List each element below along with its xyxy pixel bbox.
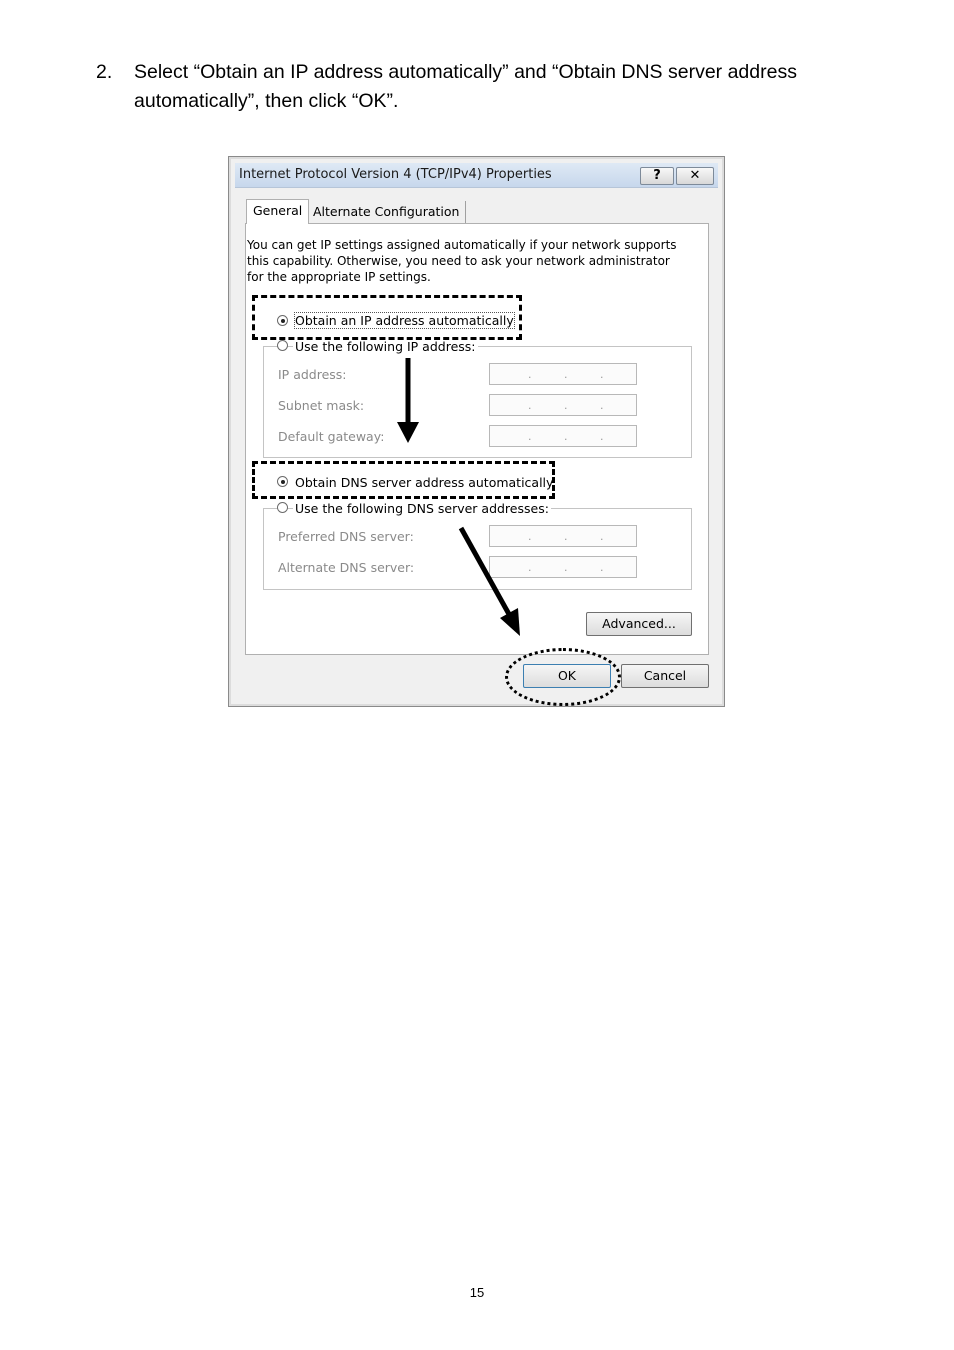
tab-general[interactable]: General [246,199,309,224]
step-text: Select “Obtain an IP address automatically” and “Obtain DNS server address automatically”, then click “OK”. [134,61,797,112]
default-gateway-field[interactable]: . . . [489,425,637,447]
alternate-dns-label: Alternate DNS server: [278,560,415,575]
ip-auto-highlight [252,295,522,340]
advanced-button[interactable]: Advanced... [586,612,692,636]
ip-address-field[interactable]: . . . [489,363,637,385]
help-button[interactable]: ? [640,167,674,185]
ip-manual-radio[interactable] [277,340,288,351]
preferred-dns-label: Preferred DNS server: [278,529,414,544]
alternate-dns-field[interactable]: . . . [489,556,637,578]
subnet-mask-field[interactable]: . . . [489,394,637,416]
close-button[interactable]: ✕ [676,167,714,185]
default-gateway-label: Default gateway: [278,429,385,444]
dns-auto-label[interactable]: Obtain DNS server address automatically [295,475,554,490]
ok-highlight [505,648,621,706]
dns-manual-radio[interactable] [277,502,288,513]
ipv4-properties-dialog [228,156,725,707]
ok-button[interactable]: OK [523,664,611,688]
dns-auto-highlight [252,461,555,499]
dns-manual-label[interactable]: Use the following DNS server addresses: [295,501,549,516]
dialog-description: You can get IP settings assigned automatically if your network supports this capability. Otherwise, you need to ask your network administrator for the appropriate IP settings. [247,238,677,284]
cancel-button[interactable]: Cancel [621,664,709,688]
ip-manual-label[interactable]: Use the following IP address: [295,339,476,354]
page-number: 15 [469,1285,485,1300]
ip-address-label: IP address: [278,367,347,382]
ip-auto-label[interactable]: Obtain an IP address automatically [295,313,514,328]
preferred-dns-field[interactable]: . . . [489,525,637,547]
subnet-mask-label: Subnet mask: [278,398,365,413]
step-number: 2. [96,61,113,83]
dialog-titlebar [235,163,718,188]
dialog-title: Internet Protocol Version 4 (TCP/IPv4) Properties [239,167,552,182]
tab-alternate-configuration[interactable]: Alternate Configuration [307,201,466,223]
